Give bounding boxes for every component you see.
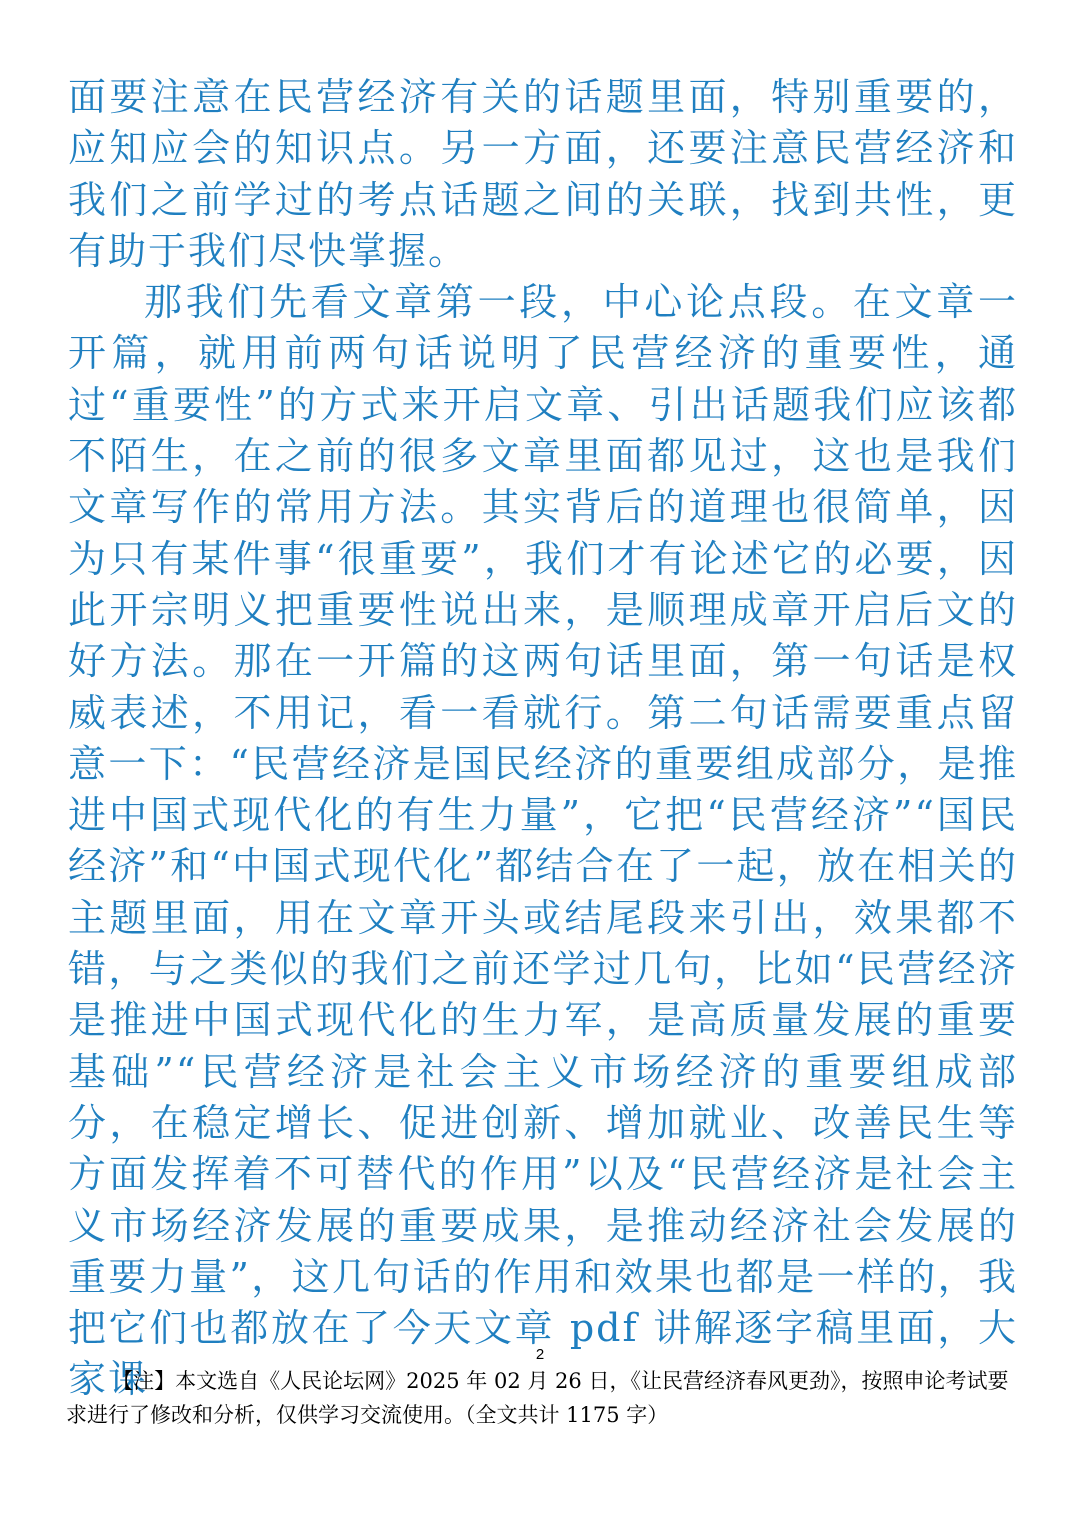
footnote-text: 【注】本文选自《人民论坛网》2025 年 02 月 26 日，《让民营经济春风更劲》，按照申论考试要求进行了修改和分析，仅供学习交流使用。（全文共计 1175 字）: [66, 1369, 1009, 1427]
paragraph-analysis: 那我们先看文章第一段，中心论点段。在文章一开篇，就用前两句话说明了民营经济的重要性，通过“重要性”的方式来开启文章、引出话题我们应该都不陌生，在之前的很多文章里面都见过，这也是我们文章写作的常用方法。其实背后的道理也很简单，因为只有某件事“很重要”，我们才有论述它的必要，因此开宗明义把重要性说出来，是顺理成章开启后文的好方法。那在一开篇的这两句话里面，第一句话是权威表述，不用记，看一看就行。第二句话需要重点留意一下：“民营经济是国民经济的重要组成部分，是推进中国式现代化的有生力量”，它把“民营经济”“国民经济”和“中国式现代化”都结合在了一起，放在相关的主题里面，用在文章开头或结尾段来引出，效果都不错，与之类似的我们之前还学过几句，比如“民营经济是推进中国式现代化的生力军，是高质量发展的重要基础”“民营经济是社会主义市场经济的重要组成部分，在稳定增长、促进创新、增加就业、改善民生等方面发挥着不可替代的作用”以及“民营经济是社会主义市场经济发展的重要成果，是推动经济社会发展的重要力量”，这几句话的作用和效果也都是一样的，我把它们也都放在了今天文章 pdf 讲解逐字稿里面，大家课: [68, 280, 1018, 1402]
article-body: [68, 72, 1018, 1406]
paragraph-continued: 面要注意在民营经济有关的话题里面，特别重要的，应知应会的知识点。另一方面，还要注意民营经济和我们之前学过的考点话题之间的关联，找到共性，更有助于我们尽快掌握。: [68, 75, 1018, 273]
page-number: 2: [535, 1346, 545, 1363]
source-footnote: [66, 1364, 1016, 1432]
